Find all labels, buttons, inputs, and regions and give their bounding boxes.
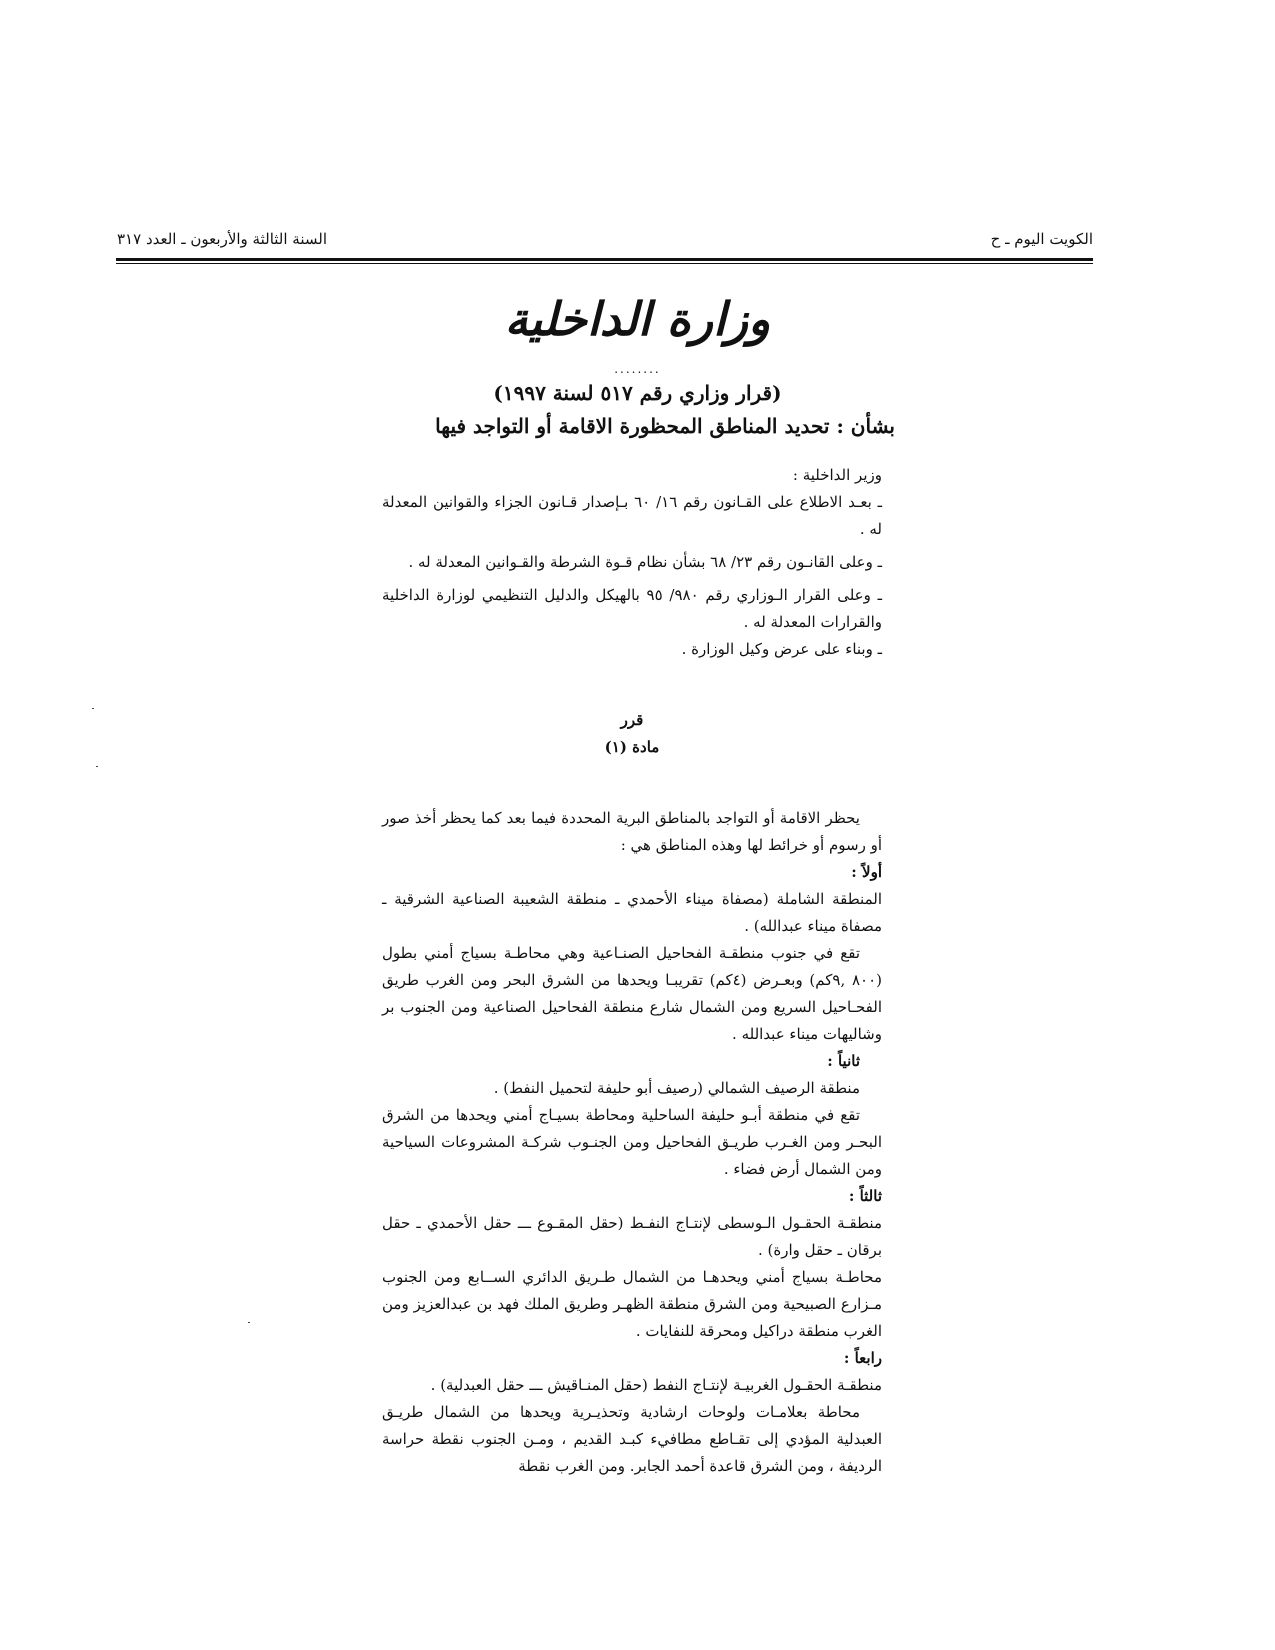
section-heading: أولاً : [851,863,882,881]
zone-description: محاطـة بسياج أمني ويحدهـا من الشمال طـريق الدائري الســابع ومن الجنوب مـزارع الصبيحية ومن الشرق منطقة الظهـر وطريق الملك فهد بن عبدالعزيز ومن الغرب منطقة دراكيل ومحرقة للنفايات . [382,1268,882,1340]
decides-heading: قرر [620,711,644,729]
zone-name: منطقة الرصيف الشمالي (رصيف أبو حليفة لتحميل النفط) . [493,1079,860,1097]
preamble-paragraph: ـ وبناء على عرض وكيل الوزارة . [681,640,882,658]
zone-description: محاطة بعلامـات ولوحات ارشادية وتحذيـرية ويحدها من الشمال طريـق العبدلية المؤدي إلى تقـاطع مطافيء كبـد القديم ، ومـن الجنوب نقطة حراسة الرديفة ، ومن الشرق قاعدة أحمد الجابر. ومن الغرب نقطة [382,1403,882,1475]
scan-speck [96,766,98,767]
section-heading: ثالثاً : [848,1187,882,1205]
section-heading: رابعاً : [843,1349,882,1367]
decision-title: (قرار وزاري رقم ٥١٧ لسنة ١٩٩٧) [493,381,782,405]
article-heading: مادة (١) [604,738,660,756]
document-body [382,462,882,1480]
zone-name: منطقـة الحقـول الغربيـة لإنتـاج النفط (حقل المنـاقيش ـــ حقل العبدلية) . [430,1376,882,1394]
header-publication: الكويت اليوم ـ ح [990,230,1093,248]
header-rule-thick [116,258,1093,261]
zone-description: تقع في جنوب منطقـة الفحاحيل الصنـاعية وهي محاطـة بسياج أمني بطول (٨٠٠ ,٩كم) وبعـرض (٤كم) تقريبـا ويحدها من الشرق البحر ومن الغرب طريق الفحـاحيل السريع ومن الشمال شارع منطقة الفحاحيل الصناعية ومن الجنوب بر وشاليهات ميناء عبدالله . [382,944,882,1043]
zone-name: منطقـة الحقـول الـوسطى لإنتـاج النفـط (حقل المقـوع ـــ حقل الأحمدي ـ حقل برقان ـ حقل وارة) . [382,1214,882,1259]
zone-name: المنطقة الشاملة (مصفاة ميناء الأحمدي ـ منطقة الشعيبة الصناعية الشرقية ـ مصفاة ميناء عبدالله) . [382,890,882,935]
section-heading: ثانياً : [827,1052,860,1070]
scan-speck [92,708,94,709]
preamble-paragraph: ـ بعـد الاطلاع على القـانون رقم ١٦/ ٦٠ بـإصدار قـانون الجزاء والقوانين المعدلة له . [382,493,882,538]
ornament-divider: ........ [614,362,661,376]
ministry-calligraphy-title: وزارة الداخلية [504,292,771,346]
scan-speck [248,1322,250,1323]
header-issue: السنة الثالثة والأربعون ـ العدد ٣١٧ [117,230,327,248]
preamble-paragraph: ـ وعلى القرار الـوزاري رقم ٩٨٠/ ٩٥ بالهيكل والدليل التنظيمي لوزارة الداخلية والقرارات المعدلة له . [382,586,882,631]
decision-subject: بشأن : تحديد المناطق المحظورة الاقامة أو التواجد فيها [435,414,895,438]
header-rule-thin [116,263,1093,264]
zone-description: تقع في منطقة أبـو حليفة الساحلية ومحاطة بسيـاج أمني ويحدها من الشرق البحـر ومن الغـرب طريـق الفحاحيل ومن الجنـوب شركـة المشروعات السياحية ومن الشمال أرض فضاء . [382,1106,882,1178]
article-intro: يحظر الاقامة أو التواجد بالمناطق البرية المحددة فيما بعد كما يحظر أخذ صور أو رسوم أو خرائط لها وهذه المناطق هي : [382,809,882,854]
preamble-paragraph: ـ وعلى القانـون رقم ٢٣/ ٦٨ بشأن نظام قـوة الشرطة والقـوانين المعدلة له . [408,553,882,571]
preamble-intro: وزير الداخلية : [792,466,882,484]
